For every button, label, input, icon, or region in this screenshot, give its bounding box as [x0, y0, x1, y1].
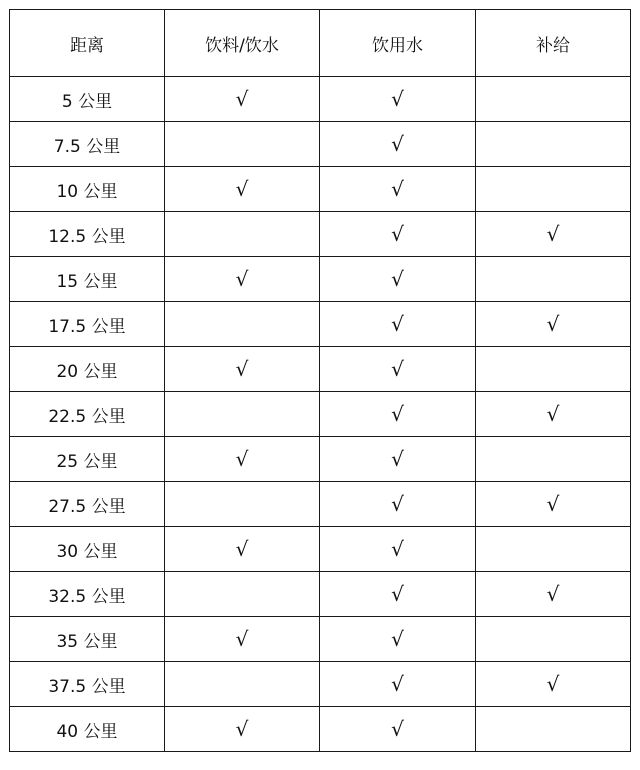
supply-check-cell: √ — [476, 212, 631, 257]
supply-check-cell: √ — [476, 302, 631, 347]
supply-check-cell — [476, 122, 631, 167]
drink-check-cell — [165, 662, 320, 707]
distance-cell: 25 公里 — [10, 437, 165, 482]
table-row — [10, 437, 631, 482]
water-check-cell: √ — [320, 77, 476, 122]
distance-cell: 7.5 公里 — [10, 122, 165, 167]
water-check-cell: √ — [320, 212, 476, 257]
table-row — [10, 527, 631, 572]
header-supply: 补给 — [476, 10, 631, 77]
drink-check-cell: √ — [165, 437, 320, 482]
table-row — [10, 212, 631, 257]
supply-check-cell: √ — [476, 662, 631, 707]
table-row — [10, 122, 631, 167]
supply-check-cell — [476, 617, 631, 662]
supply-check-cell — [476, 527, 631, 572]
water-check-cell: √ — [320, 662, 476, 707]
drink-check-cell: √ — [165, 167, 320, 212]
table-row — [10, 77, 631, 122]
drink-check-cell: √ — [165, 617, 320, 662]
table-row — [10, 482, 631, 527]
water-check-cell: √ — [320, 707, 476, 752]
water-check-cell: √ — [320, 437, 476, 482]
supply-check-cell — [476, 77, 631, 122]
header-water: 饮用水 — [320, 10, 476, 77]
distance-cell: 40 公里 — [10, 707, 165, 752]
drink-check-cell: √ — [165, 347, 320, 392]
distance-cell: 5 公里 — [10, 77, 165, 122]
distance-cell: 12.5 公里 — [10, 212, 165, 257]
water-check-cell: √ — [320, 347, 476, 392]
header-drink: 饮料/饮水 — [165, 10, 320, 77]
supply-check-cell: √ — [476, 482, 631, 527]
water-check-cell: √ — [320, 527, 476, 572]
distance-cell: 10 公里 — [10, 167, 165, 212]
water-check-cell: √ — [320, 257, 476, 302]
distance-cell: 17.5 公里 — [10, 302, 165, 347]
distance-cell: 37.5 公里 — [10, 662, 165, 707]
water-check-cell: √ — [320, 482, 476, 527]
water-check-cell: √ — [320, 392, 476, 437]
aid-station-table — [9, 9, 631, 752]
drink-check-cell — [165, 302, 320, 347]
table-row — [10, 617, 631, 662]
distance-cell: 22.5 公里 — [10, 392, 165, 437]
table-row — [10, 257, 631, 302]
supply-check-cell — [476, 347, 631, 392]
distance-cell: 15 公里 — [10, 257, 165, 302]
supply-check-cell: √ — [476, 392, 631, 437]
distance-cell: 35 公里 — [10, 617, 165, 662]
drink-check-cell — [165, 212, 320, 257]
table-body — [10, 77, 631, 752]
table-row — [10, 392, 631, 437]
table-row — [10, 302, 631, 347]
supply-check-cell — [476, 167, 631, 212]
drink-check-cell: √ — [165, 257, 320, 302]
table-row — [10, 662, 631, 707]
drink-check-cell: √ — [165, 707, 320, 752]
drink-check-cell: √ — [165, 527, 320, 572]
table-row — [10, 347, 631, 392]
water-check-cell: √ — [320, 617, 476, 662]
table-row — [10, 572, 631, 617]
table-row — [10, 707, 631, 752]
drink-check-cell: √ — [165, 77, 320, 122]
water-check-cell: √ — [320, 302, 476, 347]
water-check-cell: √ — [320, 122, 476, 167]
distance-cell: 32.5 公里 — [10, 572, 165, 617]
supply-check-cell — [476, 257, 631, 302]
supply-check-cell: √ — [476, 572, 631, 617]
drink-check-cell — [165, 122, 320, 167]
water-check-cell: √ — [320, 572, 476, 617]
header-distance: 距离 — [10, 10, 165, 77]
table-header-row — [10, 10, 631, 77]
water-check-cell: √ — [320, 167, 476, 212]
supply-check-cell — [476, 437, 631, 482]
distance-cell: 20 公里 — [10, 347, 165, 392]
table-row — [10, 167, 631, 212]
supply-check-cell — [476, 707, 631, 752]
drink-check-cell — [165, 392, 320, 437]
distance-cell: 27.5 公里 — [10, 482, 165, 527]
drink-check-cell — [165, 572, 320, 617]
distance-cell: 30 公里 — [10, 527, 165, 572]
drink-check-cell — [165, 482, 320, 527]
